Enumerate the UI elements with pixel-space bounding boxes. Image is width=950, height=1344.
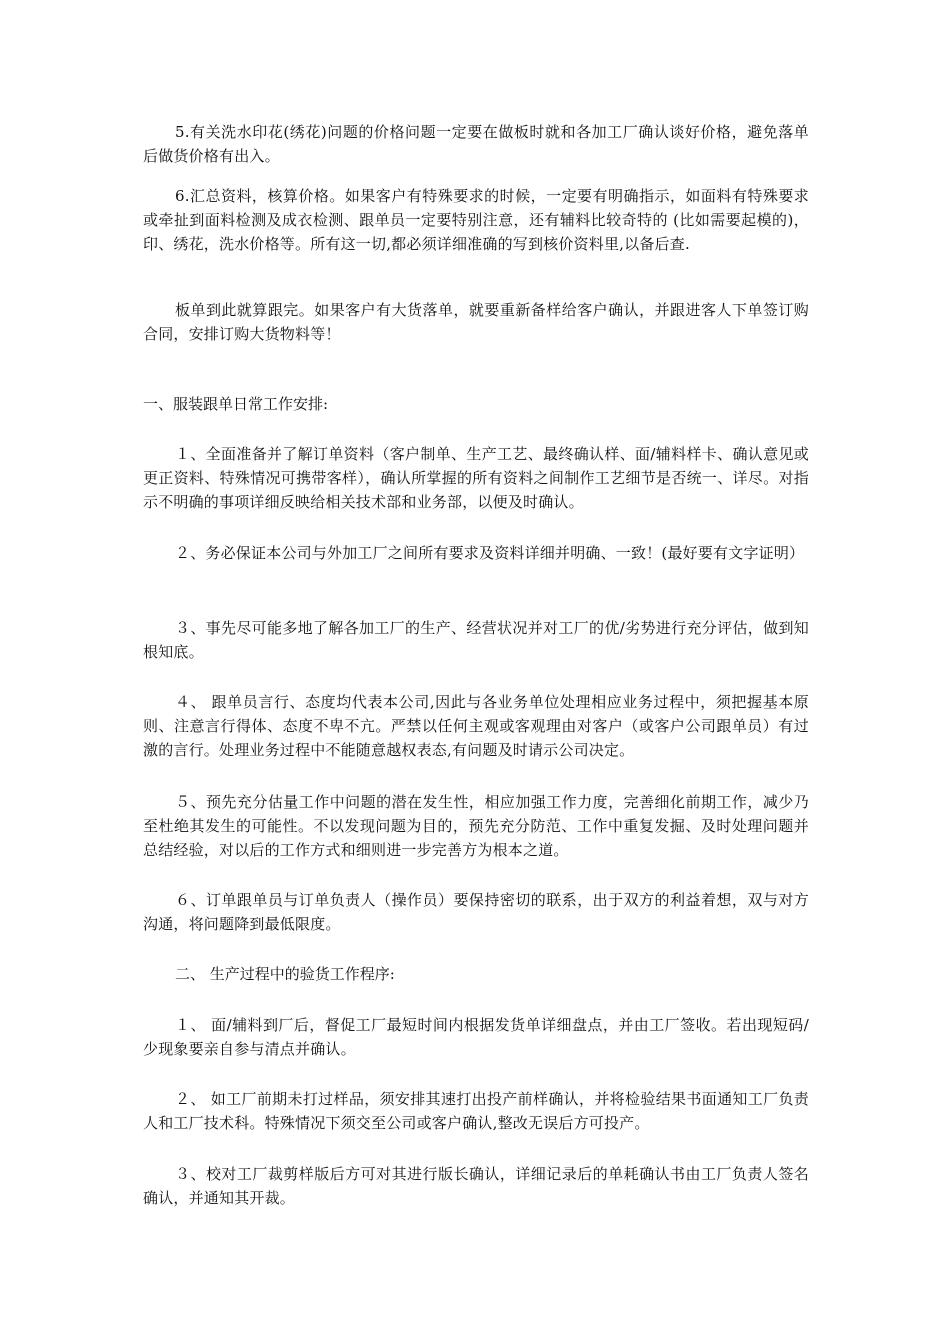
section-heading-daily-work: 一、服装跟单日常工作安排: — [143, 395, 329, 413]
list-item-daily-6: ６、订单跟单员与订单负责人（操作员）要保持密切的联系，出于双方的利益着想，双与对方沟通，将问题降到最低限度。 — [143, 891, 809, 933]
section-heading-inspection: 二、 生产过程中的验货工作程序: — [175, 965, 395, 983]
list-item-daily-1: １、全面准备并了解订单资料（客户制单、生产工艺、最终确认样、面/辅料样卡、确认意见或更正资料、特殊情况可携带客样），确认所掌握的所有资料之间制作工艺细节是否统一、详尽。对指示不明确的事项详细反映给相关技术部和业务部，以便及时确认。 — [143, 445, 809, 511]
list-item-daily-2: ２、务必保证本公司与外加工厂之间所有要求及资料详细并明确、一致！(最好要有文字证明） — [175, 544, 805, 562]
list-item-daily-4: ４、 跟单员言行、态度均代表本公司,因此与各业务单位处理相应业务过程中，须把握基本原则、注意言行得体、态度不卑不亢。严禁以任何主观或客观理由对客户（或客户公司跟单员）有过激的言行。处理业务过程中不能随意越权表态,有问题及时请示公司决定。 — [143, 693, 809, 759]
list-item-daily-3: ３、事先尽可能多地了解各加工厂的生产、经营状况并对工厂的优/劣势进行充分评估，做到知根知底。 — [143, 619, 809, 661]
paragraph-price-washing-printing: 5.有关洗水印花(绣花)问题的价格问题一定要在做板时就和各加工厂确认谈好价格，避免落单后做货价格有出入。 — [143, 123, 809, 165]
list-item-inspection-1: １、 面/辅料到厂后，督促工厂最短时间内根据发货单详细盘点，并由工厂签收。若出现短码/少现象要亲自参与清点并确认。 — [143, 1016, 809, 1058]
paragraph-sample-complete: 板单到此就算跟完。如果客户有大货落单，就要重新备样给客户确认，并跟进客人下单签订购合同，安排订购大货物料等！ — [143, 301, 809, 343]
list-item-inspection-3: ３、校对工厂裁剪样版后方可对其进行版长确认，详细记录后的单耗确认书由工厂负责人签名确认，并通知其开裁。 — [143, 1165, 809, 1207]
paragraph-summary-pricing: 6.汇总资料，核算价格。如果客户有特殊要求的时候，一定要有明确指示，如面料有特殊要求或牵扯到面料检测及成衣检测、跟单员一定要特别注意，还有辅料比较奇特的 (比如需要起模的)，印、绣花，洗水价格等。所有这一切,都必须详细准确的写到核价资料里,以备后查. — [143, 187, 809, 253]
list-item-inspection-2: ２、 如工厂前期未打过样品，须安排其速打出投产前样确认，并将检验结果书面通知工厂负责人和工厂技术科。特殊情况下须交至公司或客户确认,整改无误后方可投产。 — [143, 1090, 809, 1132]
list-item-daily-5: ５、预先充分估量工作中问题的潜在发生性，相应加强工作力度，完善细化前期工作，减少乃至杜绝其发生的可能性。不以发现问题为目的，预先充分防范、工作中重复发掘、及时处理问题并总结经验，对以后的工作方式和细则进一步完善方为根本之道。 — [143, 793, 809, 859]
